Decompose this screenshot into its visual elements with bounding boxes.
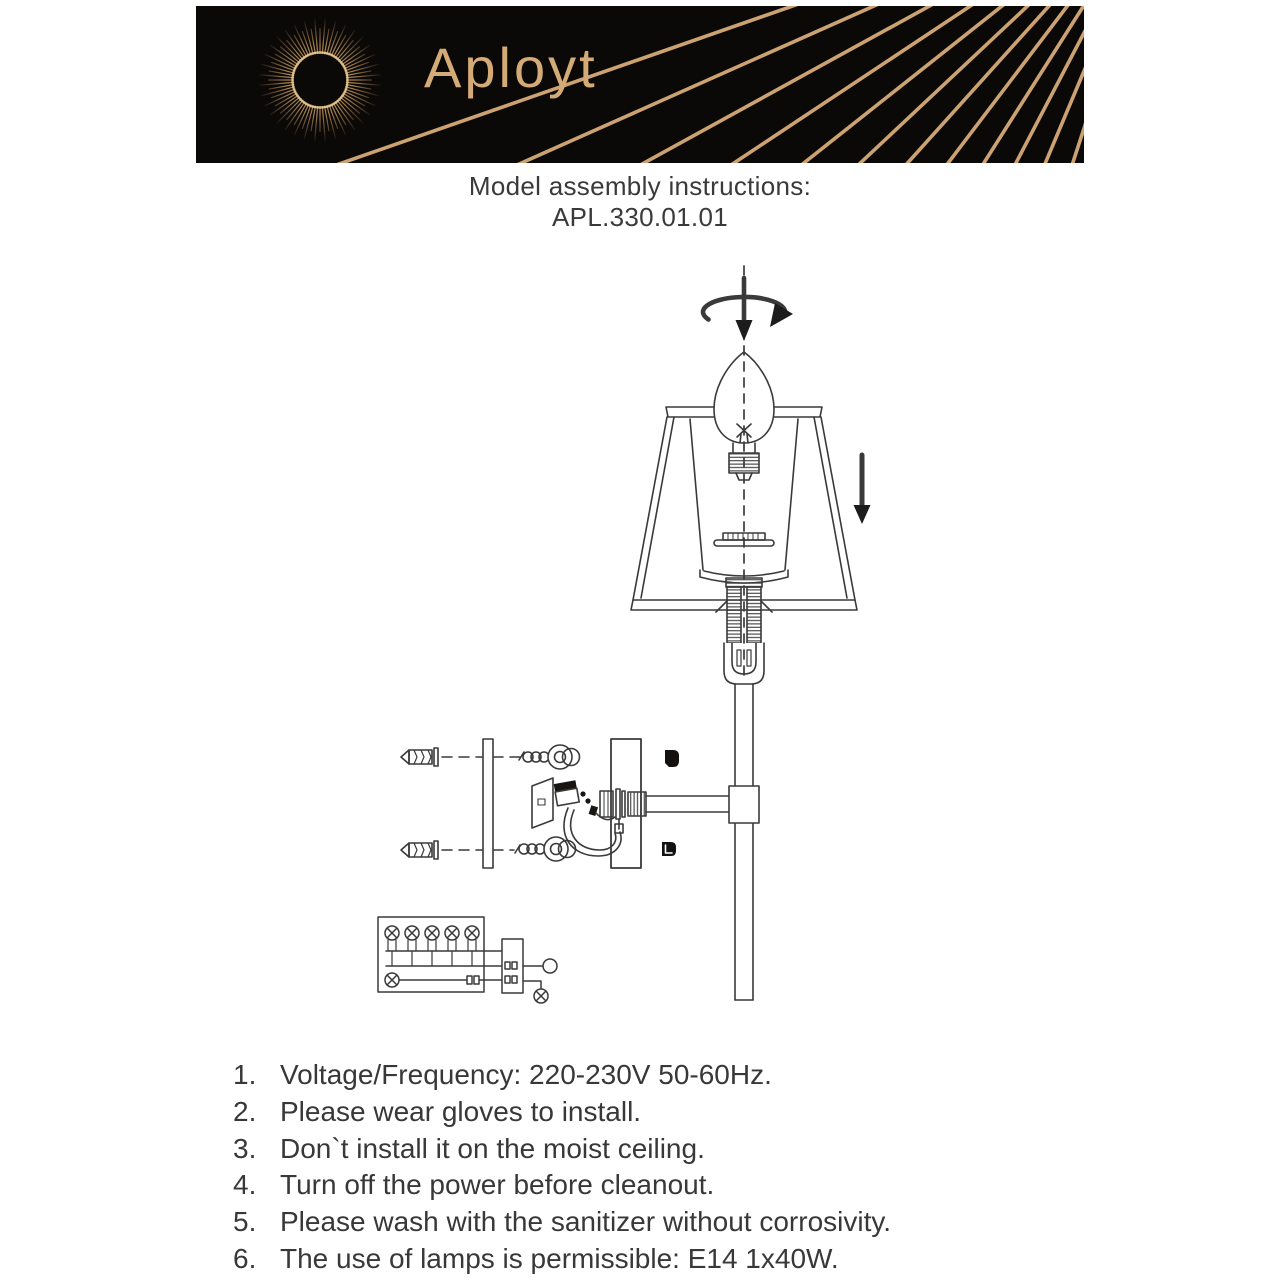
list-item	[233, 1204, 891, 1241]
item-text: Voltage/Frequency: 220-230V 50-60Hz.	[280, 1059, 772, 1090]
stem-rod	[735, 684, 753, 1000]
list-item	[233, 1167, 891, 1204]
item-number: 1.	[233, 1059, 257, 1090]
mounting-arm	[600, 789, 729, 833]
item-text: Please wash with the sanitizer without corrosivity.	[280, 1206, 892, 1238]
item-text: The use of lamps is permissible: E14 1x40W.	[280, 1242, 839, 1274]
item-number: 5.	[233, 1206, 257, 1238]
item-text: Please wear gloves to install.	[280, 1095, 642, 1127]
brand-banner	[196, 6, 1084, 163]
switch-box	[532, 778, 553, 828]
list-item	[233, 1241, 891, 1278]
banner-art	[196, 6, 1084, 163]
assembly-diagram	[350, 250, 910, 1050]
assembly-diagram-area	[350, 250, 910, 1050]
model-number: APL.330.01.01	[552, 202, 728, 232]
brand-name: Aployt	[424, 36, 598, 99]
list-item	[233, 1057, 891, 1094]
list-item	[233, 1094, 891, 1131]
indicator-circle	[543, 959, 557, 973]
list-item	[233, 1131, 891, 1168]
wall-mounting	[401, 739, 759, 868]
wall-anchor-bottom	[401, 841, 438, 859]
starburst-center	[295, 55, 346, 106]
screw-icon-bottom	[662, 842, 676, 856]
page-title: Model assembly instructions:	[468, 171, 812, 201]
item-number: 2.	[233, 1095, 257, 1127]
rotation-arrow-icon	[703, 278, 793, 341]
item-number: 3.	[233, 1132, 257, 1164]
item-text: Turn off the power before cleanout.	[280, 1169, 715, 1201]
item-number: 6.	[233, 1242, 257, 1274]
instruction-list	[233, 1057, 891, 1278]
item-text: Don`t install it on the moist ceiling.	[280, 1132, 705, 1164]
title-block	[0, 171, 1280, 233]
mounting-screw-bottom	[515, 837, 576, 861]
mounting-screw-top	[519, 745, 580, 769]
item-number: 4.	[233, 1169, 257, 1201]
screw-icon-top	[665, 750, 679, 767]
wiring-diagram	[378, 917, 557, 1003]
down-arrow-icon	[854, 455, 871, 524]
mounting-strip	[483, 739, 493, 868]
arm-junction-block	[729, 786, 759, 823]
wire-connector	[554, 780, 598, 816]
wall-anchor-top	[401, 748, 438, 766]
